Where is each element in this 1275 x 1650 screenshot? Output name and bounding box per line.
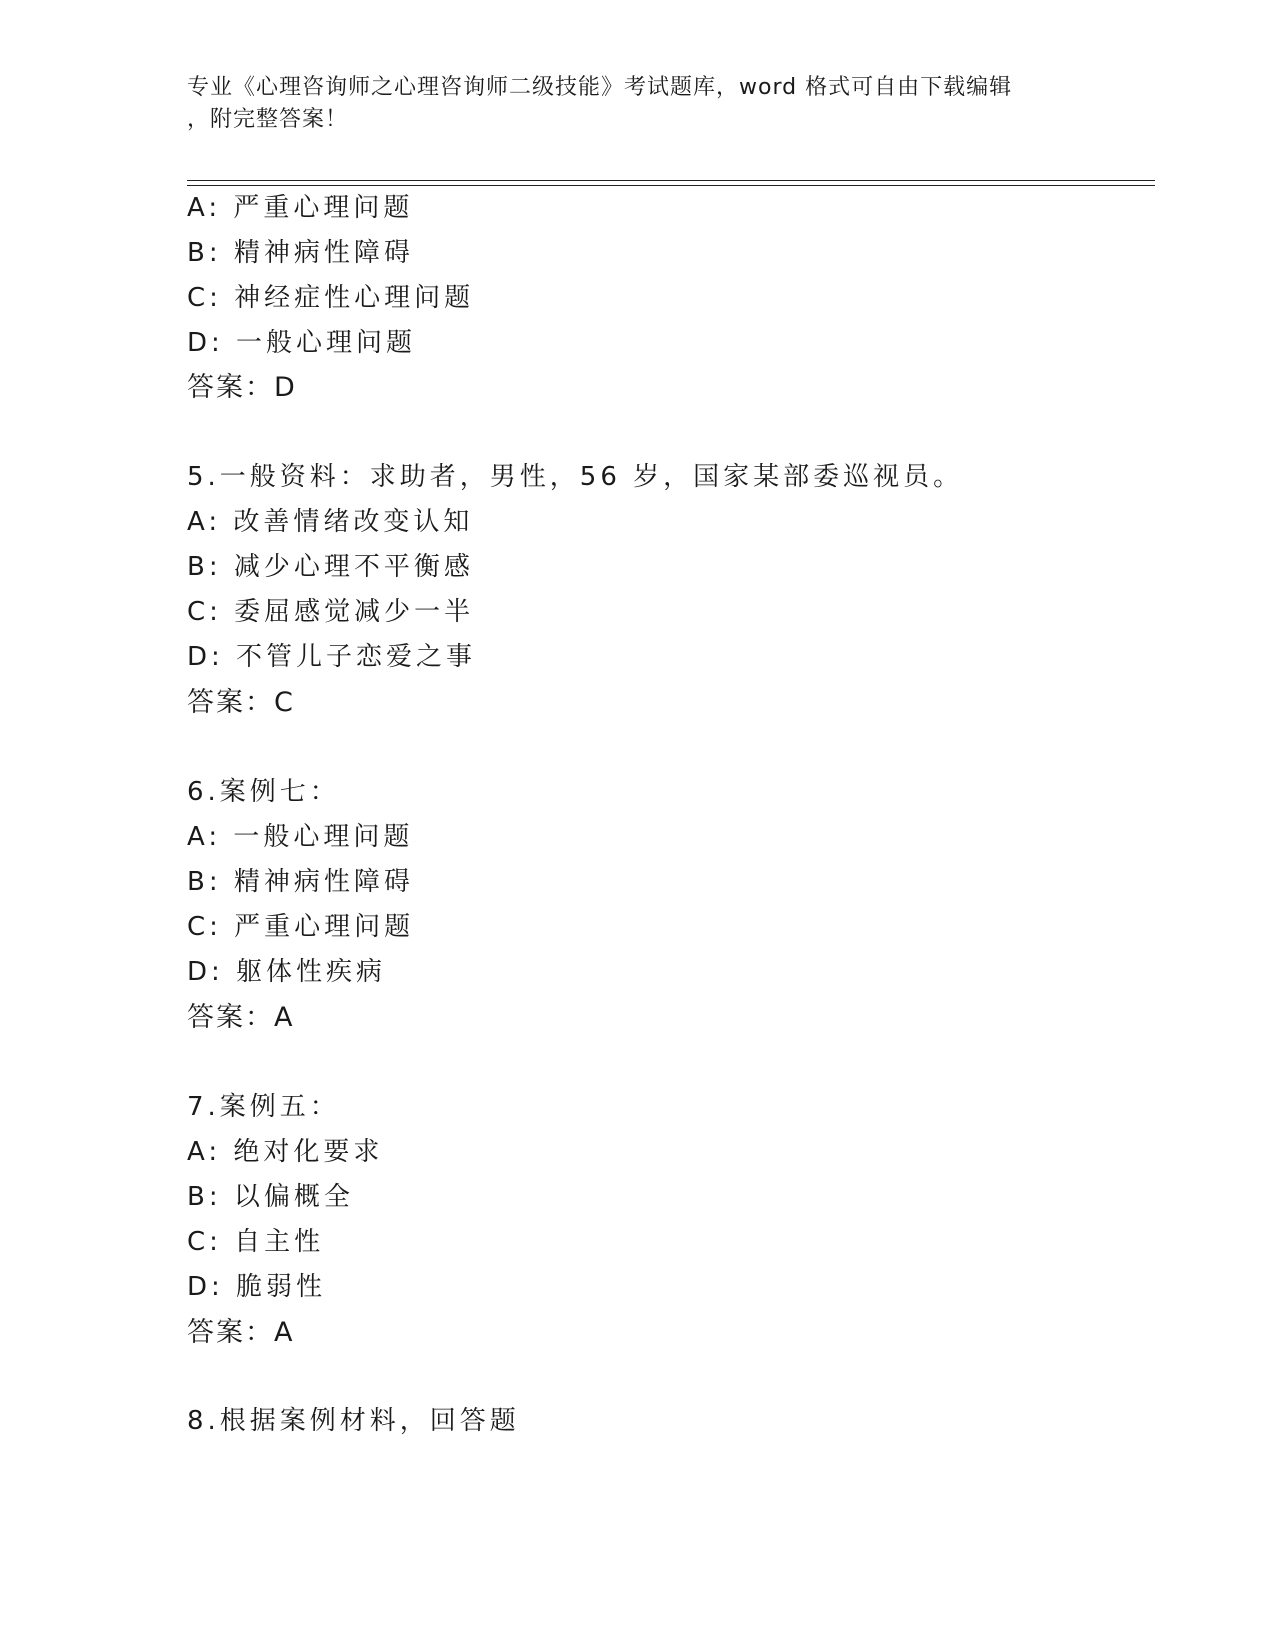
- q4-option-c: C: 神经症性心理问题: [187, 283, 475, 313]
- header-line-1: 专业《心理咨询师之心理咨询师二级技能》考试题库，word 格式可自由下载编辑: [187, 75, 1013, 100]
- q5-option-c: C: 委屈感觉减少一半: [187, 597, 475, 627]
- q6-option-d: D: 躯体性疾病: [187, 957, 387, 987]
- q4-option-b: B: 精神病性障碍: [187, 238, 414, 268]
- q4-option-a: A: 严重心理问题: [187, 193, 414, 223]
- q6-option-a: A: 一般心理问题: [187, 822, 414, 852]
- header-divider-top: [187, 180, 1155, 181]
- q6-option-b: B: 精神病性障碍: [187, 867, 414, 897]
- q7-stem: 7.案例五：: [187, 1092, 340, 1122]
- q7-answer: 答案：A: [187, 1317, 295, 1348]
- q7-option-a: A: 绝对化要求: [187, 1137, 384, 1167]
- q5-stem: 5.一般资料：求助者，男性，56 岁，国家某部委巡视员。: [187, 462, 964, 492]
- q5-option-d: D: 不管儿子恋爱之事: [187, 642, 477, 672]
- q7-option-b: B: 以偏概全: [187, 1182, 354, 1212]
- q5-option-a: A: 改善情绪改变认知: [187, 507, 474, 537]
- document-header: [187, 72, 1087, 136]
- q4-answer: 答案：D: [187, 372, 297, 403]
- header-line-2: ，附完整答案！: [187, 107, 349, 132]
- q7-option-d: D: 脆弱性: [187, 1272, 327, 1302]
- q5-option-b: B: 减少心理不平衡感: [187, 552, 474, 582]
- header-divider-bottom: [187, 185, 1155, 186]
- q6-answer: 答案：A: [187, 1002, 295, 1033]
- q5-answer: 答案：C: [187, 687, 295, 718]
- q6-option-c: C: 严重心理问题: [187, 912, 415, 942]
- q8-stem: 8.根据案例材料，回答题: [187, 1406, 520, 1436]
- q6-stem: 6.案例七：: [187, 777, 340, 807]
- q4-option-d: D: 一般心理问题: [187, 328, 417, 358]
- q7-option-c: C: 自主性: [187, 1227, 325, 1257]
